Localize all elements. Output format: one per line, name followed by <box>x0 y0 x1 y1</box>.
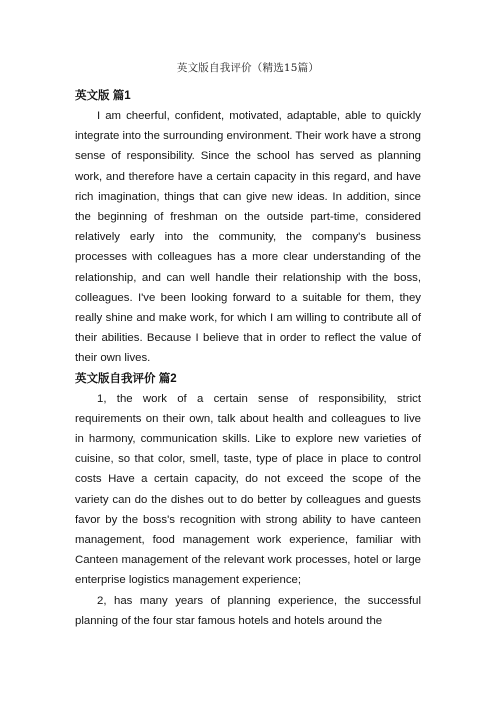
section-heading: 英文版自我评价 篇2 <box>75 372 177 385</box>
paragraph: 1, the work of a certain sense of responsibility, strict requirements on their own, talk about health and colleagues to live in harmony, communication skills. Like to explore new varieties of cuisine, so that color, smell, taste, type of place in place to control costs Have a certain capacity, do not exceed the scope of the variety can do the dishes out to do better by colleagues and guests favor by the boss's recognition with strong ability to have canteen management, food management work experience, familiar with Canteen management of the relevant work processes, hotel or large enterprise logistics management experience; <box>75 392 421 587</box>
paragraph: 2, has many years of planning experience, the successful planning of the four star famous hotels and hotels around the <box>75 594 421 627</box>
section-heading: 英文版 篇1 <box>75 90 131 102</box>
section-1 <box>75 86 421 369</box>
paragraph: I am cheerful, confident, motivated, adaptable, able to quickly integrate into the surrounding environment. Their work have a strong sense of responsibility. Since the school has served as planning work, and therefore have a certain capacity in this regard, and have rich imagination, things that can give new ideas. In addition, since the beginning of freshman on the outside part-time, considered relatively early into the community, the company's business processes with colleagues has a more clear understanding of the relationship, and can well handle their relationship with the boss, colleagues. I've been looking forward to a suitable for them, they really shine and make work, for which I am willing to contribute all of their abilities. Because I believe that in order to reflect the value of their own lives. <box>75 110 421 365</box>
section-2 <box>75 369 421 631</box>
document-body <box>75 86 421 631</box>
document-title: 英文版自我评价（精选15篇） <box>176 62 320 74</box>
